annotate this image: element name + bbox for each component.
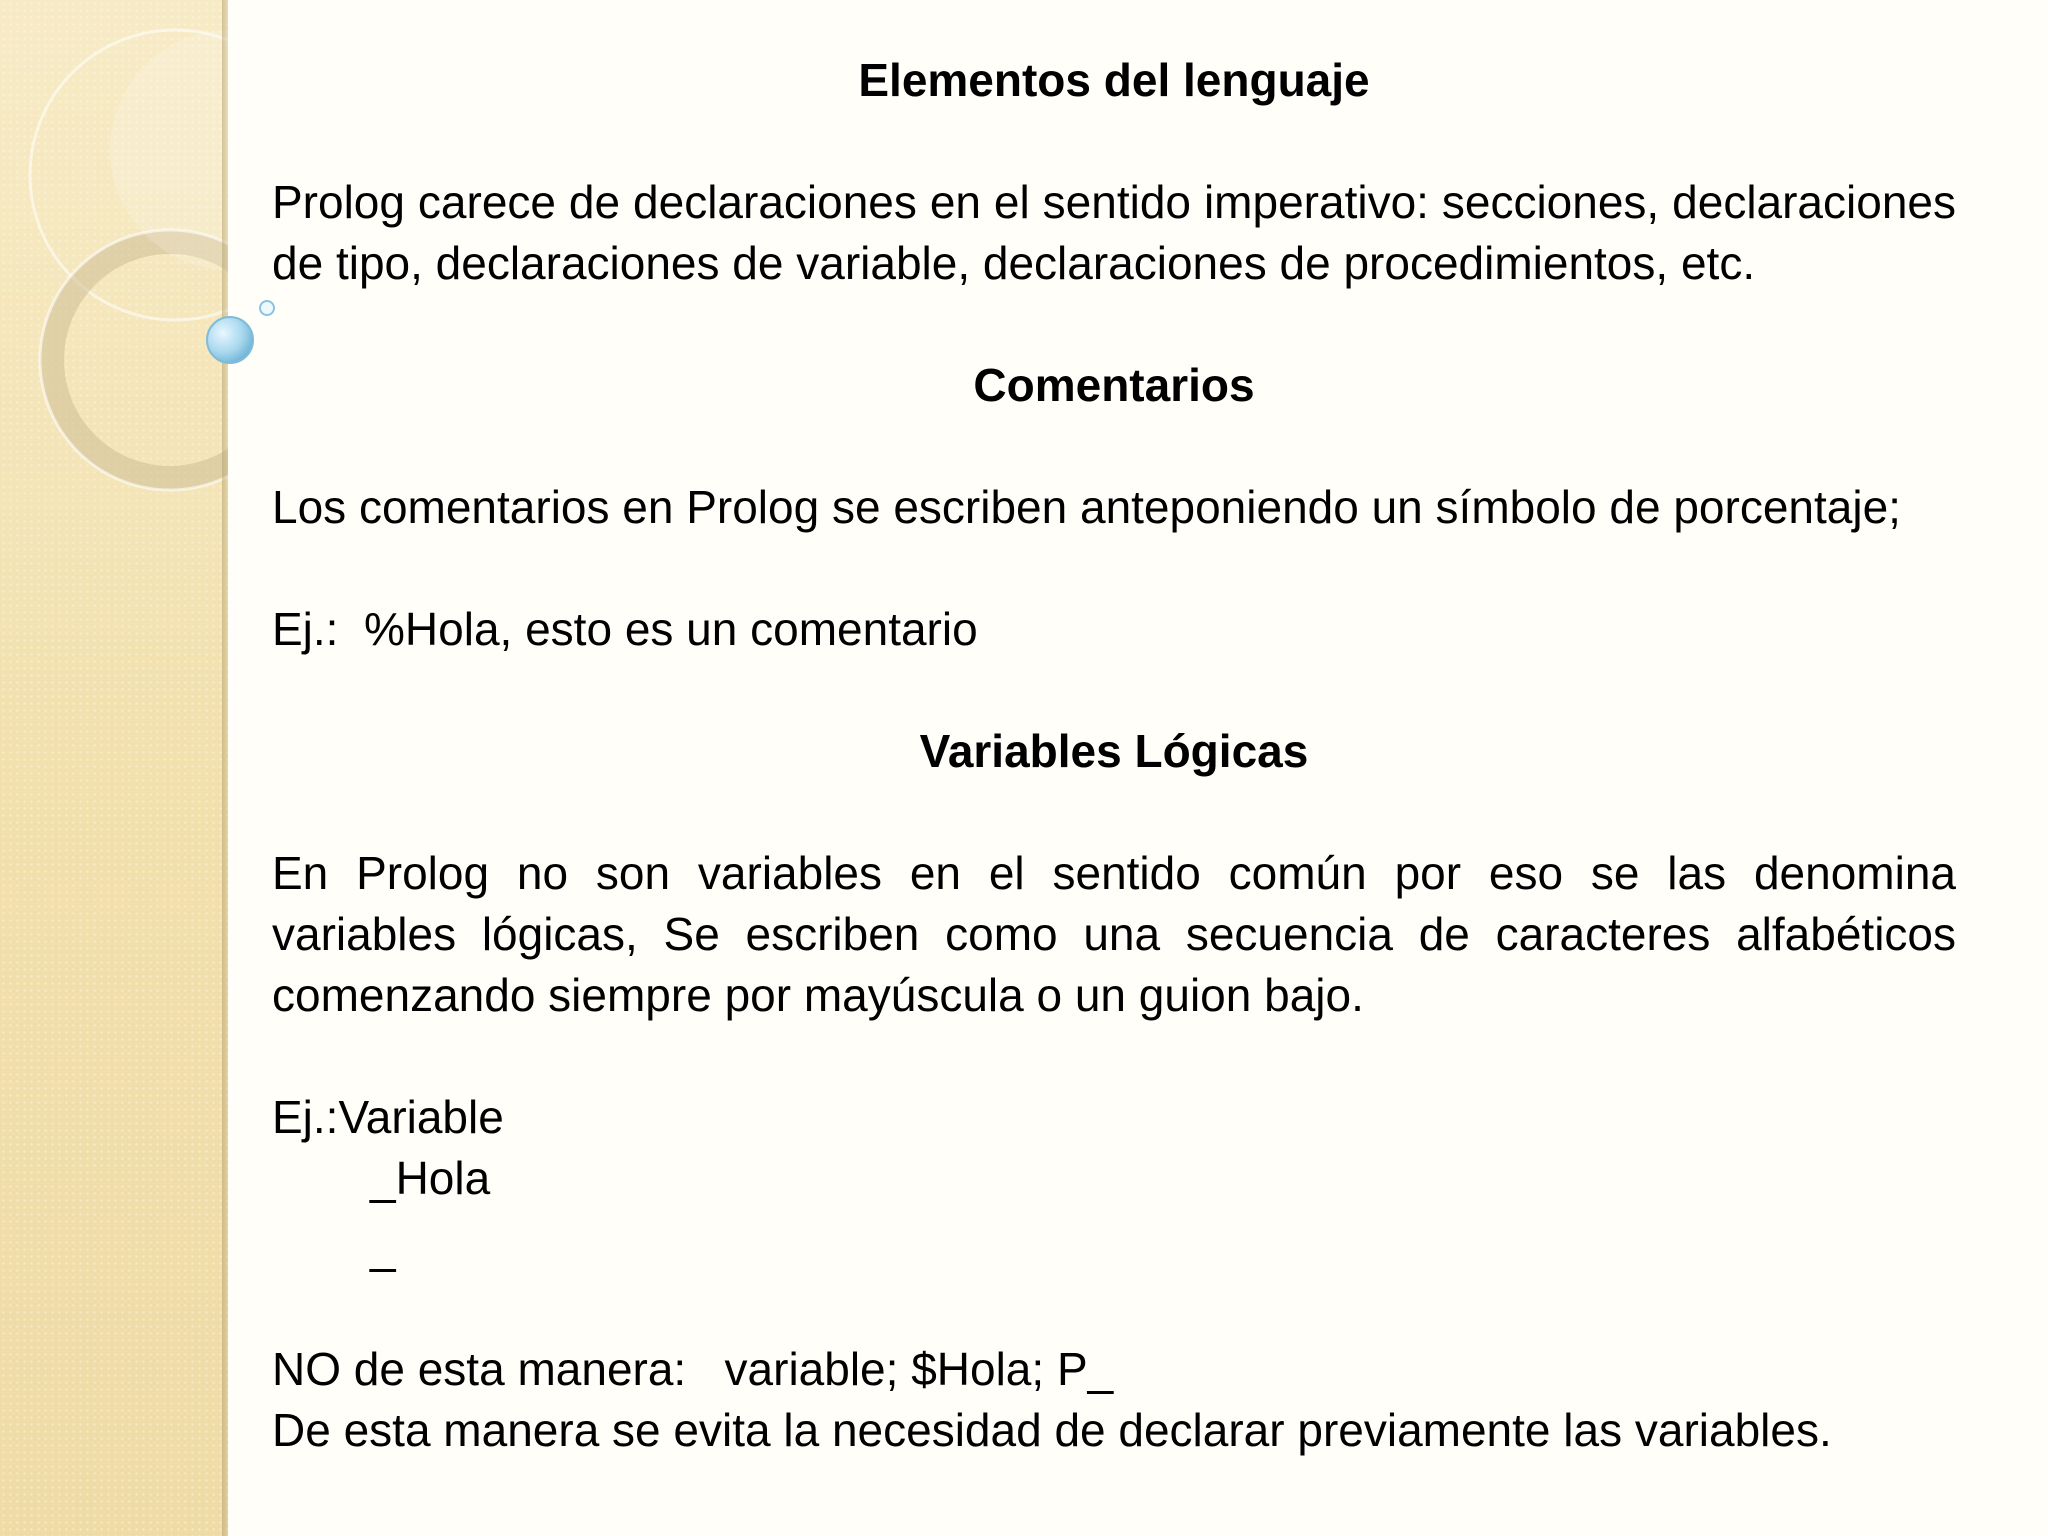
- variables-example-2: _Hola: [370, 1152, 491, 1204]
- variables-example-1: Ej.:Variable: [272, 1091, 504, 1143]
- decorative-circles: [0, 0, 228, 1536]
- sidebar-edge-shadow: [222, 0, 228, 1536]
- slide-content: [272, 50, 1956, 1461]
- decorative-sidebar: [0, 0, 228, 1536]
- comments-example: Ej.: %Hola, esto es un comentario: [272, 603, 978, 655]
- variables-heading: Variables Lógicas: [919, 725, 1309, 777]
- variables-counter-example: NO de esta manera: variable; $Hola; P_: [272, 1343, 1114, 1395]
- intro-paragraph: Prolog carece de declaraciones en el sentido imperativo: secciones, declaraciones de tipo, declaraciones de variable, declaraciones de procedimientos, etc.: [272, 176, 1956, 289]
- variables-example-3: _: [370, 1221, 396, 1273]
- slide-title: Elementos del lenguaje: [858, 54, 1370, 106]
- variables-conclusion: De esta manera se evita la necesidad de declarar previamente las variables.: [272, 1404, 1832, 1456]
- comments-paragraph: Los comentarios en Prolog se escriben anteponiendo un símbolo de porcentaje;: [272, 481, 1901, 533]
- comments-heading: Comentarios: [973, 359, 1255, 411]
- variables-paragraph: En Prolog no son variables en el sentido común por eso se las denomina variables lógicas, Se escriben como una secuencia de caracteres alfabéticos comenzando siempre por mayúscula o un guion bajo.: [272, 847, 1956, 1021]
